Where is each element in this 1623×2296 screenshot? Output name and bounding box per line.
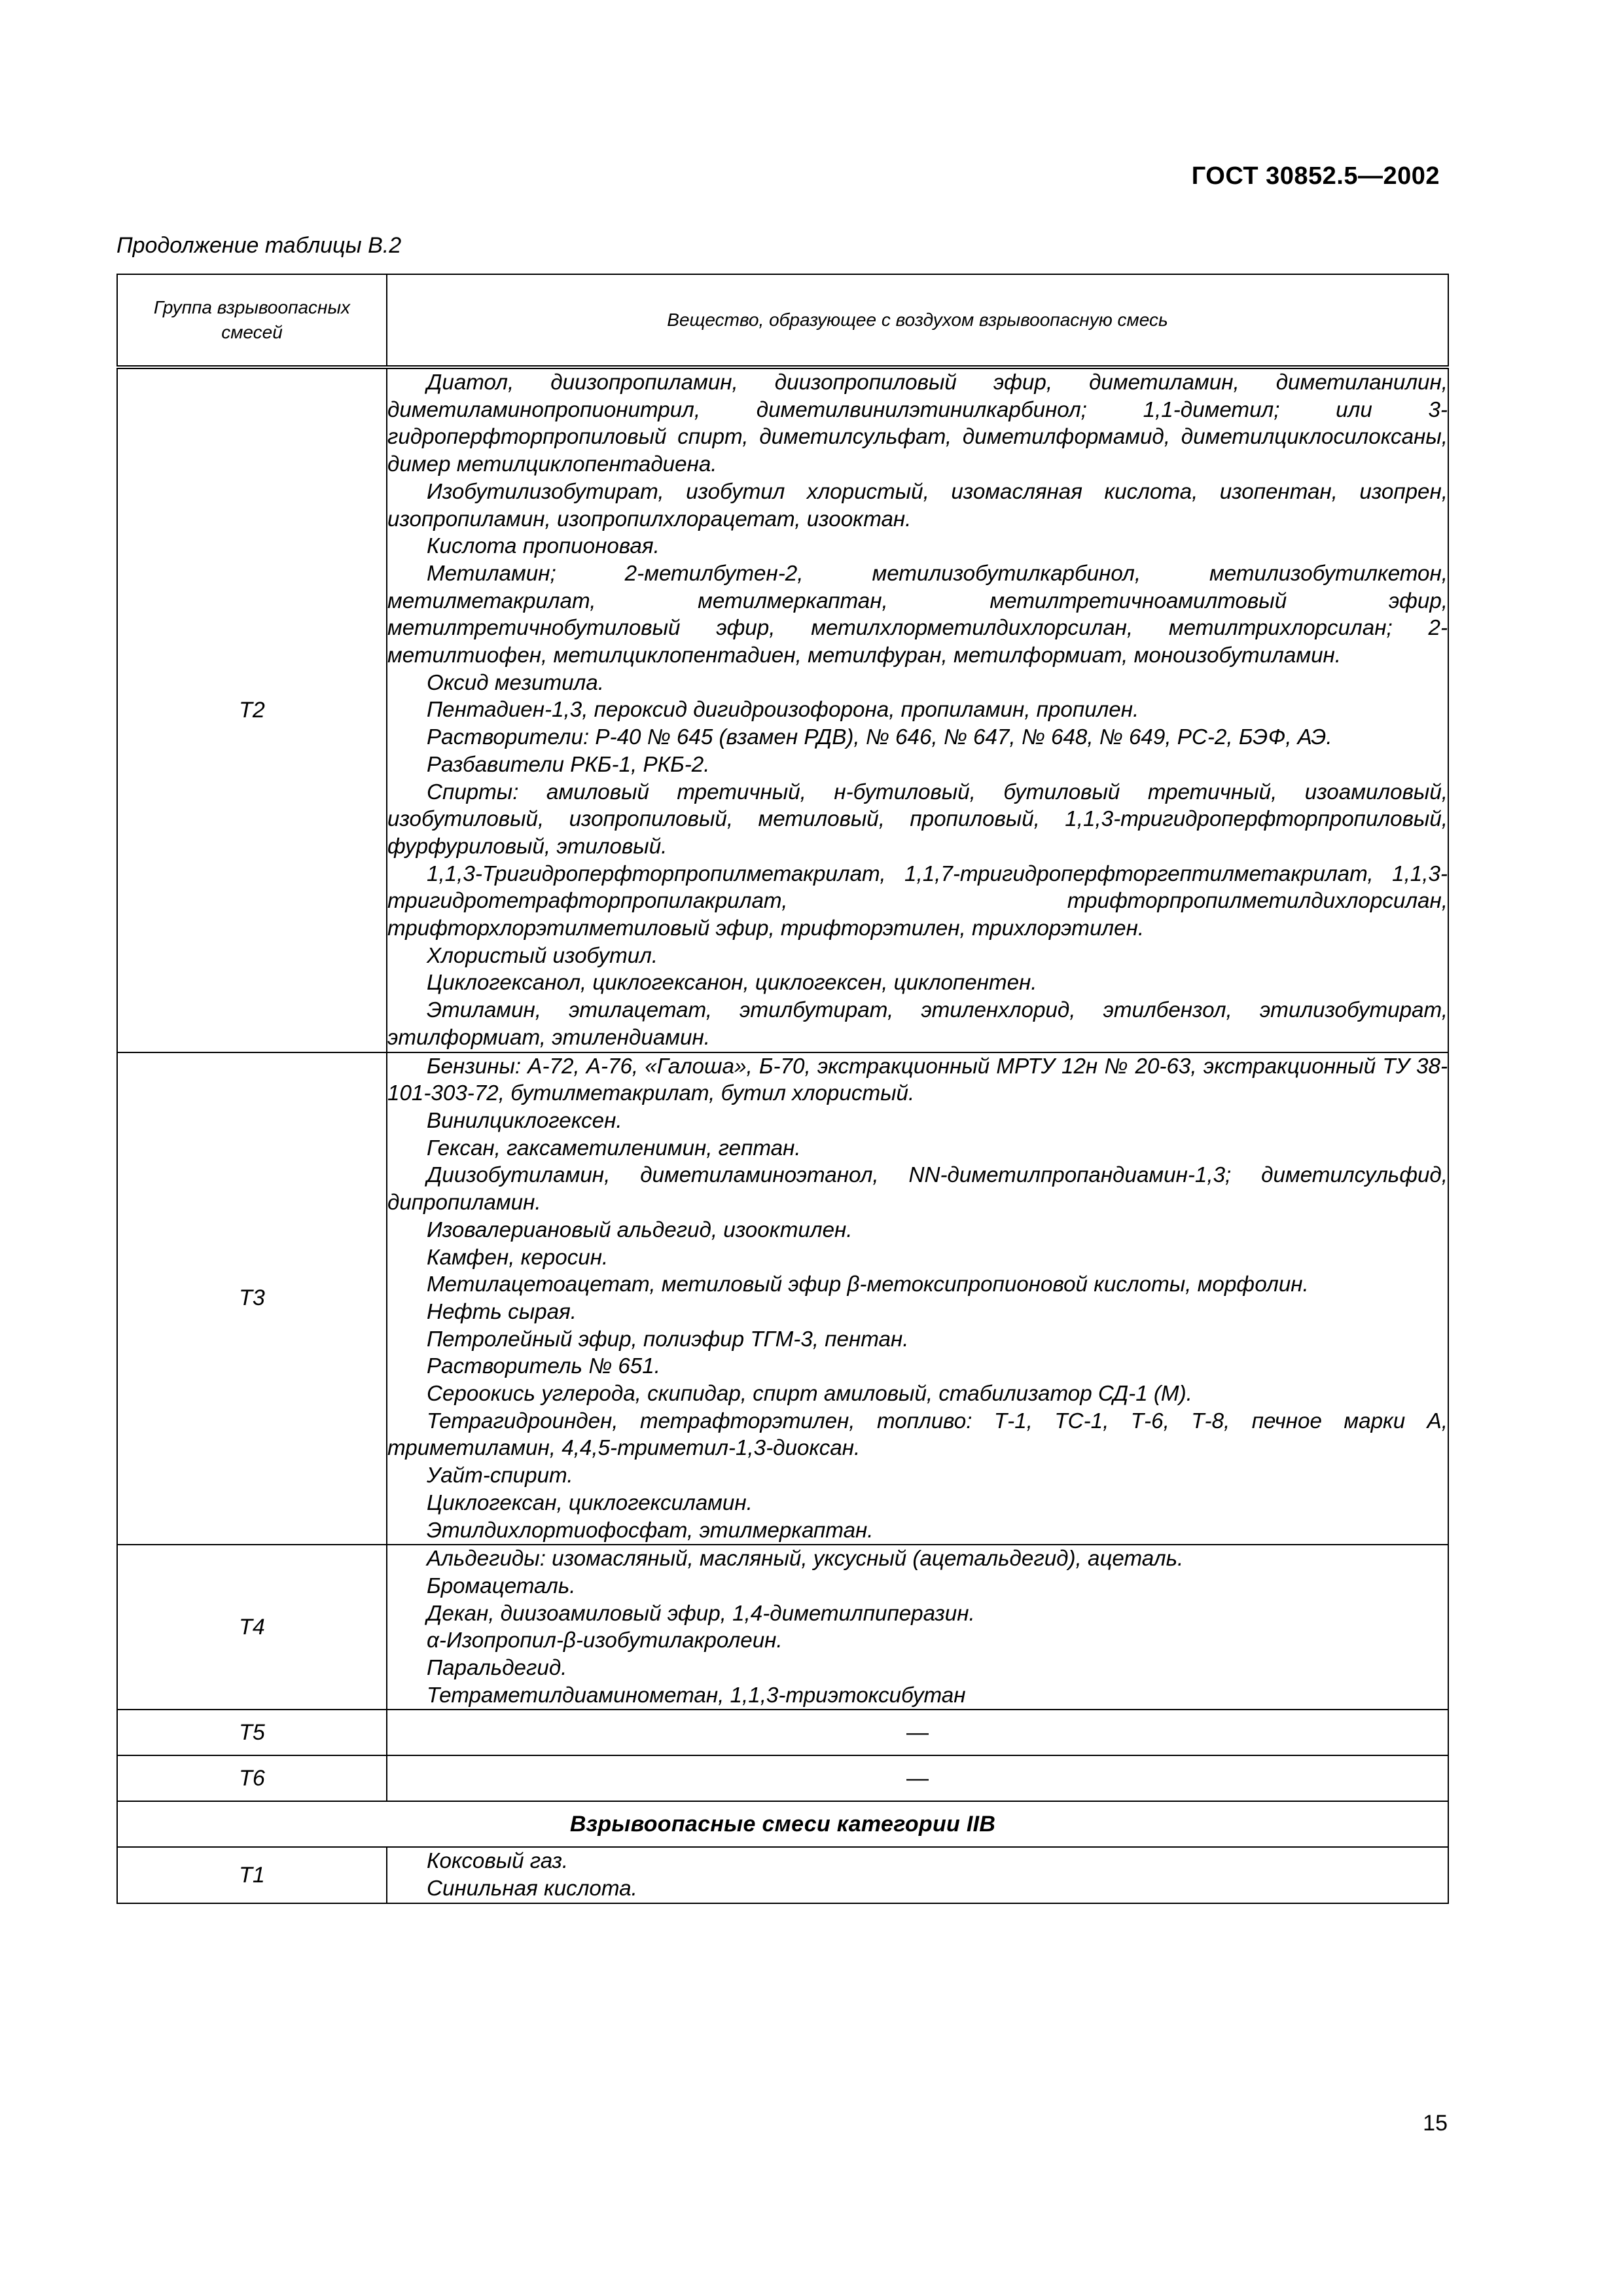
substance-line: Спирты: амиловый третичный, н-бутиловый, бутиловый третичный, изоамиловый, изобутиловый, изопропиловый, метиловый, пропиловый, 1,1,3-тригидроперфторпропиловый, фурфуриловый, этиловый.: [387, 780, 1448, 859]
group-cell: Т6: [117, 1755, 387, 1801]
substance-line: Пентадиен-1,3, пероксид дигидроизофорона, пропиламин, пропилен.: [427, 698, 1139, 723]
col-header-group: Группа взрывоопасных смесей: [117, 274, 387, 367]
substance-line: Уайт-спирит.: [427, 1463, 573, 1488]
substance-line: Этиламин, этилацетат, этилбутират, этиленхлорид, этилбензол, этилизобутират, этилформиат, этилендиамин.: [387, 998, 1448, 1050]
group-cell: Т4: [117, 1545, 387, 1710]
page-number: 15: [1423, 2111, 1448, 2136]
substance-line: Коксовый газ.: [427, 1849, 569, 1874]
table-caption: Продолжение таблицы В.2: [116, 233, 402, 258]
table-row-t1: [117, 1847, 1448, 1903]
table-row-t4: [117, 1545, 1448, 1710]
substance-line: Разбавители РКБ-1, РКБ-2.: [427, 752, 710, 777]
substance-line: Синильная кислота.: [427, 1876, 637, 1901]
section-header-row: [117, 1801, 1448, 1847]
substance-line: Декан, диизоамиловый эфир, 1,4-диметилпиперазин.: [427, 1601, 975, 1626]
table-row-t5: [117, 1710, 1448, 1755]
section-title: Взрывоопасные смеси категории IIВ: [117, 1801, 1448, 1847]
substance-line: Бензины: А-72, А-76, «Галоша», Б-70, экстракционный МРТУ 12н № 20-63, экстракционный ТУ 38-101-303-72, бутилметакрилат, бутил хлористый.: [387, 1054, 1448, 1106]
col-header-substance: Вещество, образующее с воздухом взрывоопасную смесь: [387, 274, 1448, 367]
substance-line: α-Изопропил-β-изобутилакролеин.: [427, 1628, 783, 1653]
empty-dash-cell: —: [387, 1755, 1448, 1801]
substance-line: Метиламин; 2-метилбутен-2, метилизобутилкарбинол, метилизобутилкетон, метилметакрилат, метилмеркаптан, метилтретичноамилтовый эфир, метилтретичнобутиловый эфир, метилхлорметилдихлорсилан, метилтрихлорсилан; 2-метилтиофен, метилциклопентадиен, метилфуран, метилформиат, моноизобутиламин.: [387, 561, 1448, 668]
substance-cell: [387, 1545, 1448, 1710]
substance-line: Тетрагидроинден, тетрафторэтилен, топливо: Т-1, ТС-1, Т-6, Т-8, печное марки А, триметиламин, 4,4,5-триметил-1,3-диоксан.: [387, 1408, 1448, 1461]
substance-line: Изобутилизобутират, изобутил хлористый, изомасляная кислота, изопентан, изопрен, изопропиламин, изопропилхлорацетат, изооктан.: [387, 479, 1448, 531]
substance-cell: [387, 1052, 1448, 1545]
substance-line: Метилацетоацетат, метиловый эфир β-метоксипропионовой кислоты, морфолин.: [427, 1272, 1309, 1297]
empty-dash-cell: —: [387, 1710, 1448, 1755]
substance-line: Хлористый изобутил.: [427, 943, 658, 968]
substance-line: Нефть сырая.: [427, 1299, 577, 1324]
group-cell: Т2: [117, 367, 387, 1052]
substance-line: Камфен, керосин.: [427, 1245, 609, 1270]
substance-line: Растворитель № 651.: [427, 1354, 660, 1379]
substance-line: Альдегиды: изомасляный, масляный, уксусный (ацетальдегид), ацеталь.: [427, 1547, 1184, 1571]
substance-cell: [387, 1847, 1448, 1903]
substance-cell: [387, 367, 1448, 1052]
substance-line: Бромацеталь.: [427, 1573, 576, 1598]
substance-line: Этилдихлортиофосфат, этилмеркаптан.: [427, 1518, 874, 1543]
table-row-t2: [117, 367, 1448, 1052]
substances-table: [116, 274, 1449, 1904]
group-cell: Т1: [117, 1847, 387, 1903]
table-row-t6: [117, 1755, 1448, 1801]
substance-line: Паральдегид.: [427, 1656, 567, 1681]
substance-line: Диизобутиламин, диметиламиноэтанол, NN-диметилпропандиамин-1,3; диметилсульфид, дипропиламин.: [387, 1163, 1448, 1215]
table-header-row: [117, 274, 1448, 367]
group-cell: Т5: [117, 1710, 387, 1755]
document-code: ГОСТ 30852.5—2002: [1191, 162, 1440, 190]
table-row-t3: [117, 1052, 1448, 1545]
substance-line: Петролейный эфир, полиэфир ТГМ-3, пентан.: [427, 1327, 909, 1352]
substance-line: Изовалериановый альдегид, изооктилен.: [427, 1217, 853, 1242]
substance-line: Оксид мезитила.: [427, 670, 604, 695]
group-cell: Т3: [117, 1052, 387, 1545]
substance-line: Тетраметилдиаминометан, 1,1,3-триэтоксибутан: [427, 1683, 966, 1708]
substance-line: Диатол, диизопропиламин, диизопропиловый эфир, диметиламин, диметиланилин, диметиламинопропионитрил, диметилвинилэтинилкарбинол; 1,1-диметил; или 3-гидроперфторпропиловый спирт, диметилсульфат, диметилформамид, диметилциклосилоксаны, димер метилциклопентадиена.: [387, 370, 1448, 477]
substance-line: Циклогексан, циклогексиламин.: [427, 1490, 753, 1515]
substance-line: Гексан, гаксаметиленимин, гептан.: [427, 1136, 801, 1160]
substance-line: Сероокись углерода, скипидар, спирт амиловый, стабилизатор СД-1 (М).: [427, 1382, 1192, 1407]
substance-line: Винилциклогексен.: [427, 1108, 622, 1133]
substance-line: Растворители: Р-40 № 645 (взамен РДВ), № 646, № 647, № 648, № 649, РС-2, БЭФ, АЭ.: [427, 725, 1332, 750]
substance-line: 1,1,3-Тригидроперфторпропилметакрилат, 1,1,7-тригидроперфторгептилметакрилат, 1,1,3-тригидротетрафторпропилакрилат, трифторпропилметилдихлорсилан, трифторхлорэтилметиловый эфир, трифторэтилен, трихлорэтилен.: [387, 861, 1448, 941]
substance-line: Кислота пропионовая.: [427, 534, 660, 559]
substance-line: Циклогексанол, циклогексанон, циклогексен, циклопентен.: [427, 971, 1037, 996]
